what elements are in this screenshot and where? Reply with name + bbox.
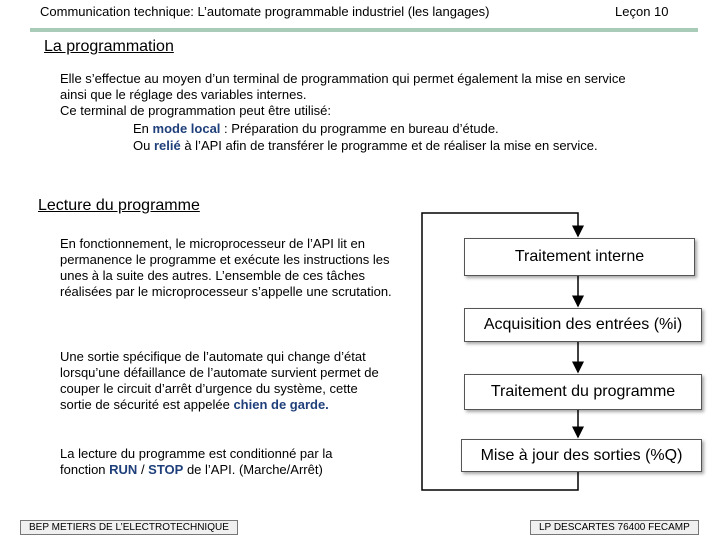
box-mise-a-jour-sorties: Mise à jour des sorties (%Q) bbox=[461, 439, 702, 472]
lecture-p3-suffix: de l’API. (Marche/Arrêt) bbox=[183, 462, 323, 477]
programmation-line-3: Ce terminal de programmation peut être utilisé: bbox=[60, 103, 331, 118]
line-5-prefix: Ou bbox=[133, 138, 154, 153]
lecture-p2-line-3: couper le circuit d’arrêt d’urgence du système, cette bbox=[60, 381, 358, 396]
footer-right-label: LP DESCARTES 76400 FECAMP bbox=[530, 520, 699, 535]
line-4-prefix: En bbox=[133, 121, 153, 136]
box-traitement-programme: Traitement du programme bbox=[464, 374, 702, 410]
lecture-p1-line-3: unes à la suite des autres. L’ensemble de ces tâches bbox=[60, 268, 365, 283]
stop-term: STOP bbox=[148, 462, 184, 477]
programmation-line-1: Elle s’effectue au moyen d’un terminal de programmation qui permet également la mise en service bbox=[60, 71, 626, 86]
section-title-programmation: La programmation bbox=[44, 38, 174, 55]
lecture-p1-line-2: permanence le programme et exécute les instructions les bbox=[60, 252, 390, 267]
lecture-p2-last-prefix: sortie de sécurité est appelée bbox=[60, 397, 234, 412]
programmation-line-2: ainsi que le réglage des variables internes. bbox=[60, 87, 307, 102]
section-title-lecture: Lecture du programme bbox=[38, 197, 200, 214]
lecture-p2-line-1: Une sortie spécifique de l’automate qui change d’état bbox=[60, 349, 366, 364]
mode-local-term: mode local bbox=[152, 121, 221, 136]
lesson-number: Leçon 10 bbox=[615, 4, 669, 19]
run-term: RUN bbox=[109, 462, 138, 477]
lecture-p1-line-4: réalisées par le microprocesseur s’appelle une scrutation. bbox=[60, 284, 392, 299]
footer-left-label: BEP METIERS DE L’ELECTROTECHNIQUE bbox=[20, 520, 238, 535]
chien-de-garde-term: chien de garde. bbox=[233, 397, 329, 412]
line-5-suffix: à l’API afin de transférer le programme et de réaliser la mise en service. bbox=[180, 138, 598, 153]
lecture-p1-line-1: En fonctionnement, le microprocesseur de l’API lit en bbox=[60, 236, 365, 251]
lecture-p3-line-1: La lecture du programme est conditionné par la bbox=[60, 446, 333, 461]
line-4-suffix: : Préparation du programme en bureau d’étude. bbox=[220, 121, 499, 136]
relie-term: relié bbox=[153, 138, 181, 153]
box-traitement-interne: Traitement interne bbox=[464, 238, 695, 276]
header-title: Communication technique: L’automate programmable industriel (les langages) bbox=[40, 4, 490, 19]
lecture-p3-sep: / bbox=[137, 462, 149, 477]
lecture-p3-prefix: fonction bbox=[60, 462, 110, 477]
lecture-p2-line-2: lorsqu’une défaillance de l’automate survient permet de bbox=[60, 365, 379, 380]
box-acquisition-entrees: Acquisition des entrées (%i) bbox=[464, 308, 702, 342]
